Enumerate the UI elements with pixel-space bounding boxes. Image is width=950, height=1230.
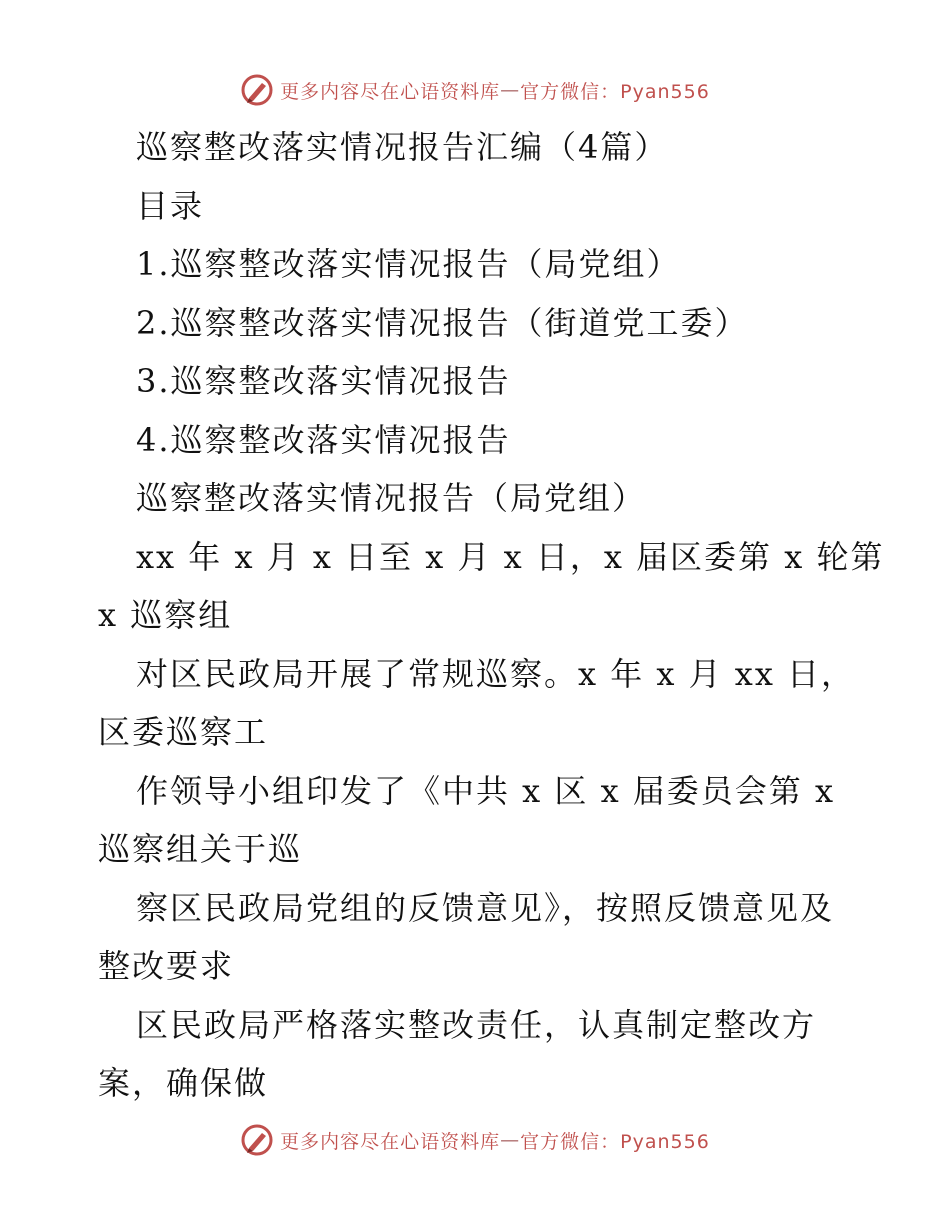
doc-line: 作领导小组印发了《中共 x 区 x 届委员会第 x — [136, 771, 836, 810]
doc-line: 目录 — [136, 186, 205, 225]
doc-line: 区委巡察工 — [98, 713, 269, 751]
doc-line: 1.巡察整改落实情况报告（局党组） — [136, 245, 681, 283]
doc-line: 2.巡察整改落实情况报告（街道党工委） — [136, 303, 749, 342]
header-watermark — [0, 70, 950, 110]
doc-line: 巡察整改落实情况报告汇编（4篇） — [136, 128, 669, 166]
doc-line: 巡察组关于巡 — [98, 830, 303, 868]
doc-line: 3.巡察整改落实情况报告 — [136, 362, 511, 400]
watermark-dash: — — [500, 1129, 521, 1151]
doc-line: 案，确保做 — [98, 1064, 269, 1102]
doc-line: x 巡察组 — [98, 596, 233, 634]
doc-line: 区民政局严格落实整改责任，认真制定整改方 — [136, 1005, 817, 1044]
pen-logo-icon — [240, 1123, 274, 1157]
watermark-text: 更多内容尽在心语资料库 — [280, 1130, 501, 1153]
watermark-contact: 官方微信：Pyan556 — [520, 80, 710, 103]
doc-line: 察区民政局党组的反馈意见》，按照反馈意见及 — [136, 888, 835, 927]
doc-line: 4.巡察整改落实情况报告 — [136, 420, 511, 459]
doc-line: 巡察整改落实情况报告（局党组） — [136, 479, 647, 517]
doc-line: xx 年 x 月 x 日至 x 月 x 日，x 届区委第 x 轮第 — [136, 537, 885, 576]
watermark-dash: — — [500, 79, 521, 101]
footer-watermark — [0, 1120, 950, 1160]
pen-logo-icon — [240, 73, 274, 107]
watermark-contact: 官方微信：Pyan556 — [520, 1130, 710, 1153]
document-body — [98, 118, 885, 1113]
doc-line: 对区民政局开展了常规巡察。x 年 x 月 xx 日， — [136, 654, 856, 693]
doc-line: 整改要求 — [98, 947, 235, 985]
watermark-text: 更多内容尽在心语资料库 — [280, 80, 501, 103]
